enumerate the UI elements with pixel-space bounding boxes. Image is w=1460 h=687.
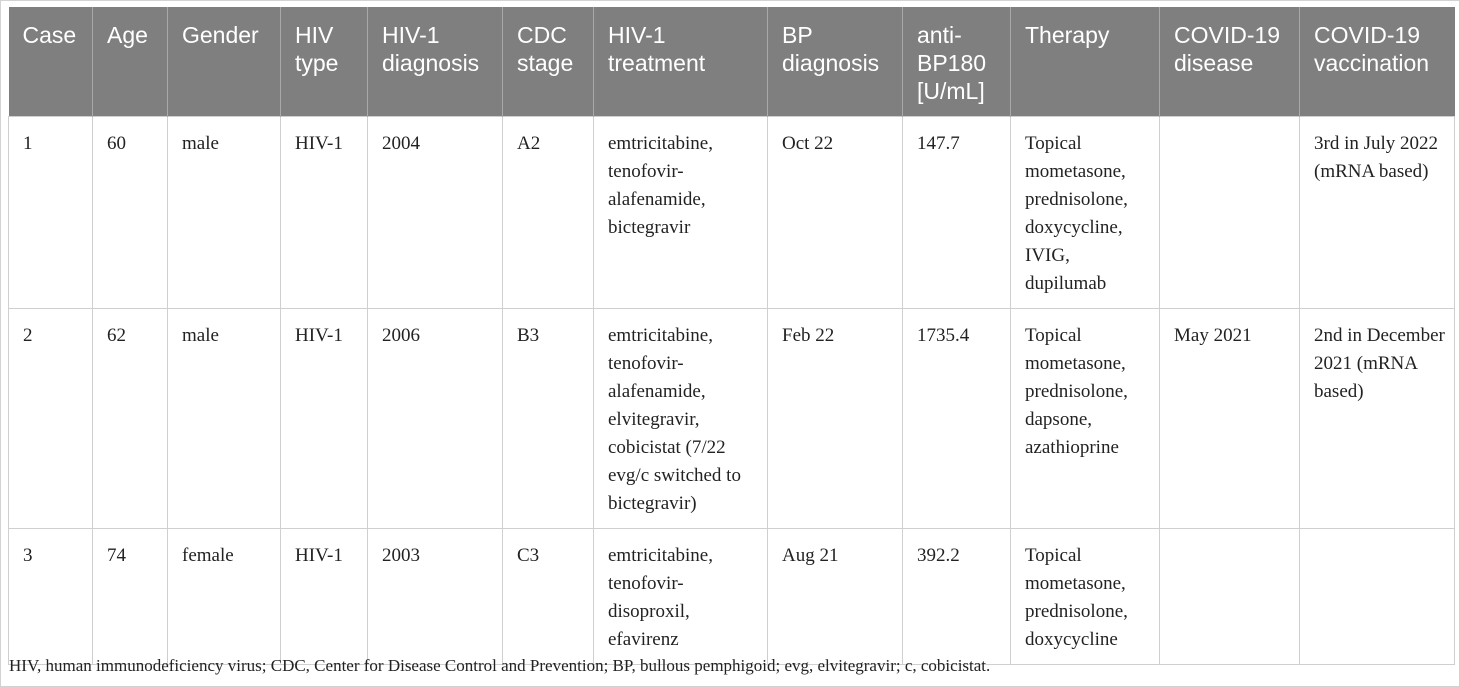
table-row [9,117,1455,309]
cell-covid-vaccination: 3rd in July 2022 (mRNA based) [1300,117,1455,309]
cell-gender: male [168,309,281,529]
cell-covid-vaccination [1300,529,1455,665]
header-covid-vaccination: COVID-19 vaccination [1300,7,1455,117]
cell-cdc-stage: B3 [503,309,594,529]
header-hiv-treatment: HIV-1 treatment [594,7,768,117]
cell-anti-bp180: 1735.4 [903,309,1011,529]
cell-case: 2 [9,309,93,529]
cell-gender: male [168,117,281,309]
cell-hiv-diagnosis: 2006 [368,309,503,529]
table-row [9,309,1455,529]
cell-hiv-treatment: emtricitabine, tenofovir-alafenamide, bictegravir [594,117,768,309]
cell-age: 74 [93,529,168,665]
cell-age: 60 [93,117,168,309]
cell-gender: female [168,529,281,665]
header-anti-bp180: anti-BP180 [U/mL] [903,7,1011,117]
header-age: Age [93,7,168,117]
cell-anti-bp180: 392.2 [903,529,1011,665]
cell-covid-disease [1160,529,1300,665]
cell-cdc-stage: C3 [503,529,594,665]
header-therapy: Therapy [1011,7,1160,117]
data-table [8,7,1455,665]
header-covid-disease: COVID-19 disease [1160,7,1300,117]
cell-hiv-diagnosis: 2003 [368,529,503,665]
header-cdc-stage: CDC stage [503,7,594,117]
cell-hiv-type: HIV-1 [281,309,368,529]
header-bp-diagnosis: BP diagnosis [768,7,903,117]
cell-case: 1 [9,117,93,309]
cell-covid-disease [1160,117,1300,309]
cell-case: 3 [9,529,93,665]
table-row [9,529,1455,665]
cell-hiv-type: HIV-1 [281,529,368,665]
cell-therapy: Topical mometasone, prednisolone, doxycycline [1011,529,1160,665]
cell-cdc-stage: A2 [503,117,594,309]
cell-bp-diagnosis: Aug 21 [768,529,903,665]
header-hiv-diagnosis: HIV-1 diagnosis [368,7,503,117]
cell-age: 62 [93,309,168,529]
cell-covid-vaccination: 2nd in December 2021 (mRNA based) [1300,309,1455,529]
cell-hiv-treatment: emtricitabine, tenofovir-alafenamide, elvitegravir, cobicistat (7/22 evg/c switched to bictegravir) [594,309,768,529]
header-case: Case [9,7,93,117]
cell-covid-disease: May 2021 [1160,309,1300,529]
header-hiv-type: HIV type [281,7,368,117]
cell-hiv-diagnosis: 2004 [368,117,503,309]
cell-hiv-type: HIV-1 [281,117,368,309]
cell-bp-diagnosis: Oct 22 [768,117,903,309]
table-footnote: HIV, human immunodeficiency virus; CDC, Center for Disease Control and Prevention; BP, bullous pemphigoid; evg, elvitegravir; c, cobicistat. [9,656,991,675]
cell-anti-bp180: 147.7 [903,117,1011,309]
cell-therapy: Topical mometasone, prednisolone, dapsone, azathioprine [1011,309,1160,529]
cell-hiv-treatment: emtricitabine, tenofovir-disoproxil, efavirenz [594,529,768,665]
header-row [9,7,1455,117]
cell-therapy: Topical mometasone, prednisolone, doxycycline, IVIG, dupilumab [1011,117,1160,309]
header-gender: Gender [168,7,281,117]
cell-bp-diagnosis: Feb 22 [768,309,903,529]
